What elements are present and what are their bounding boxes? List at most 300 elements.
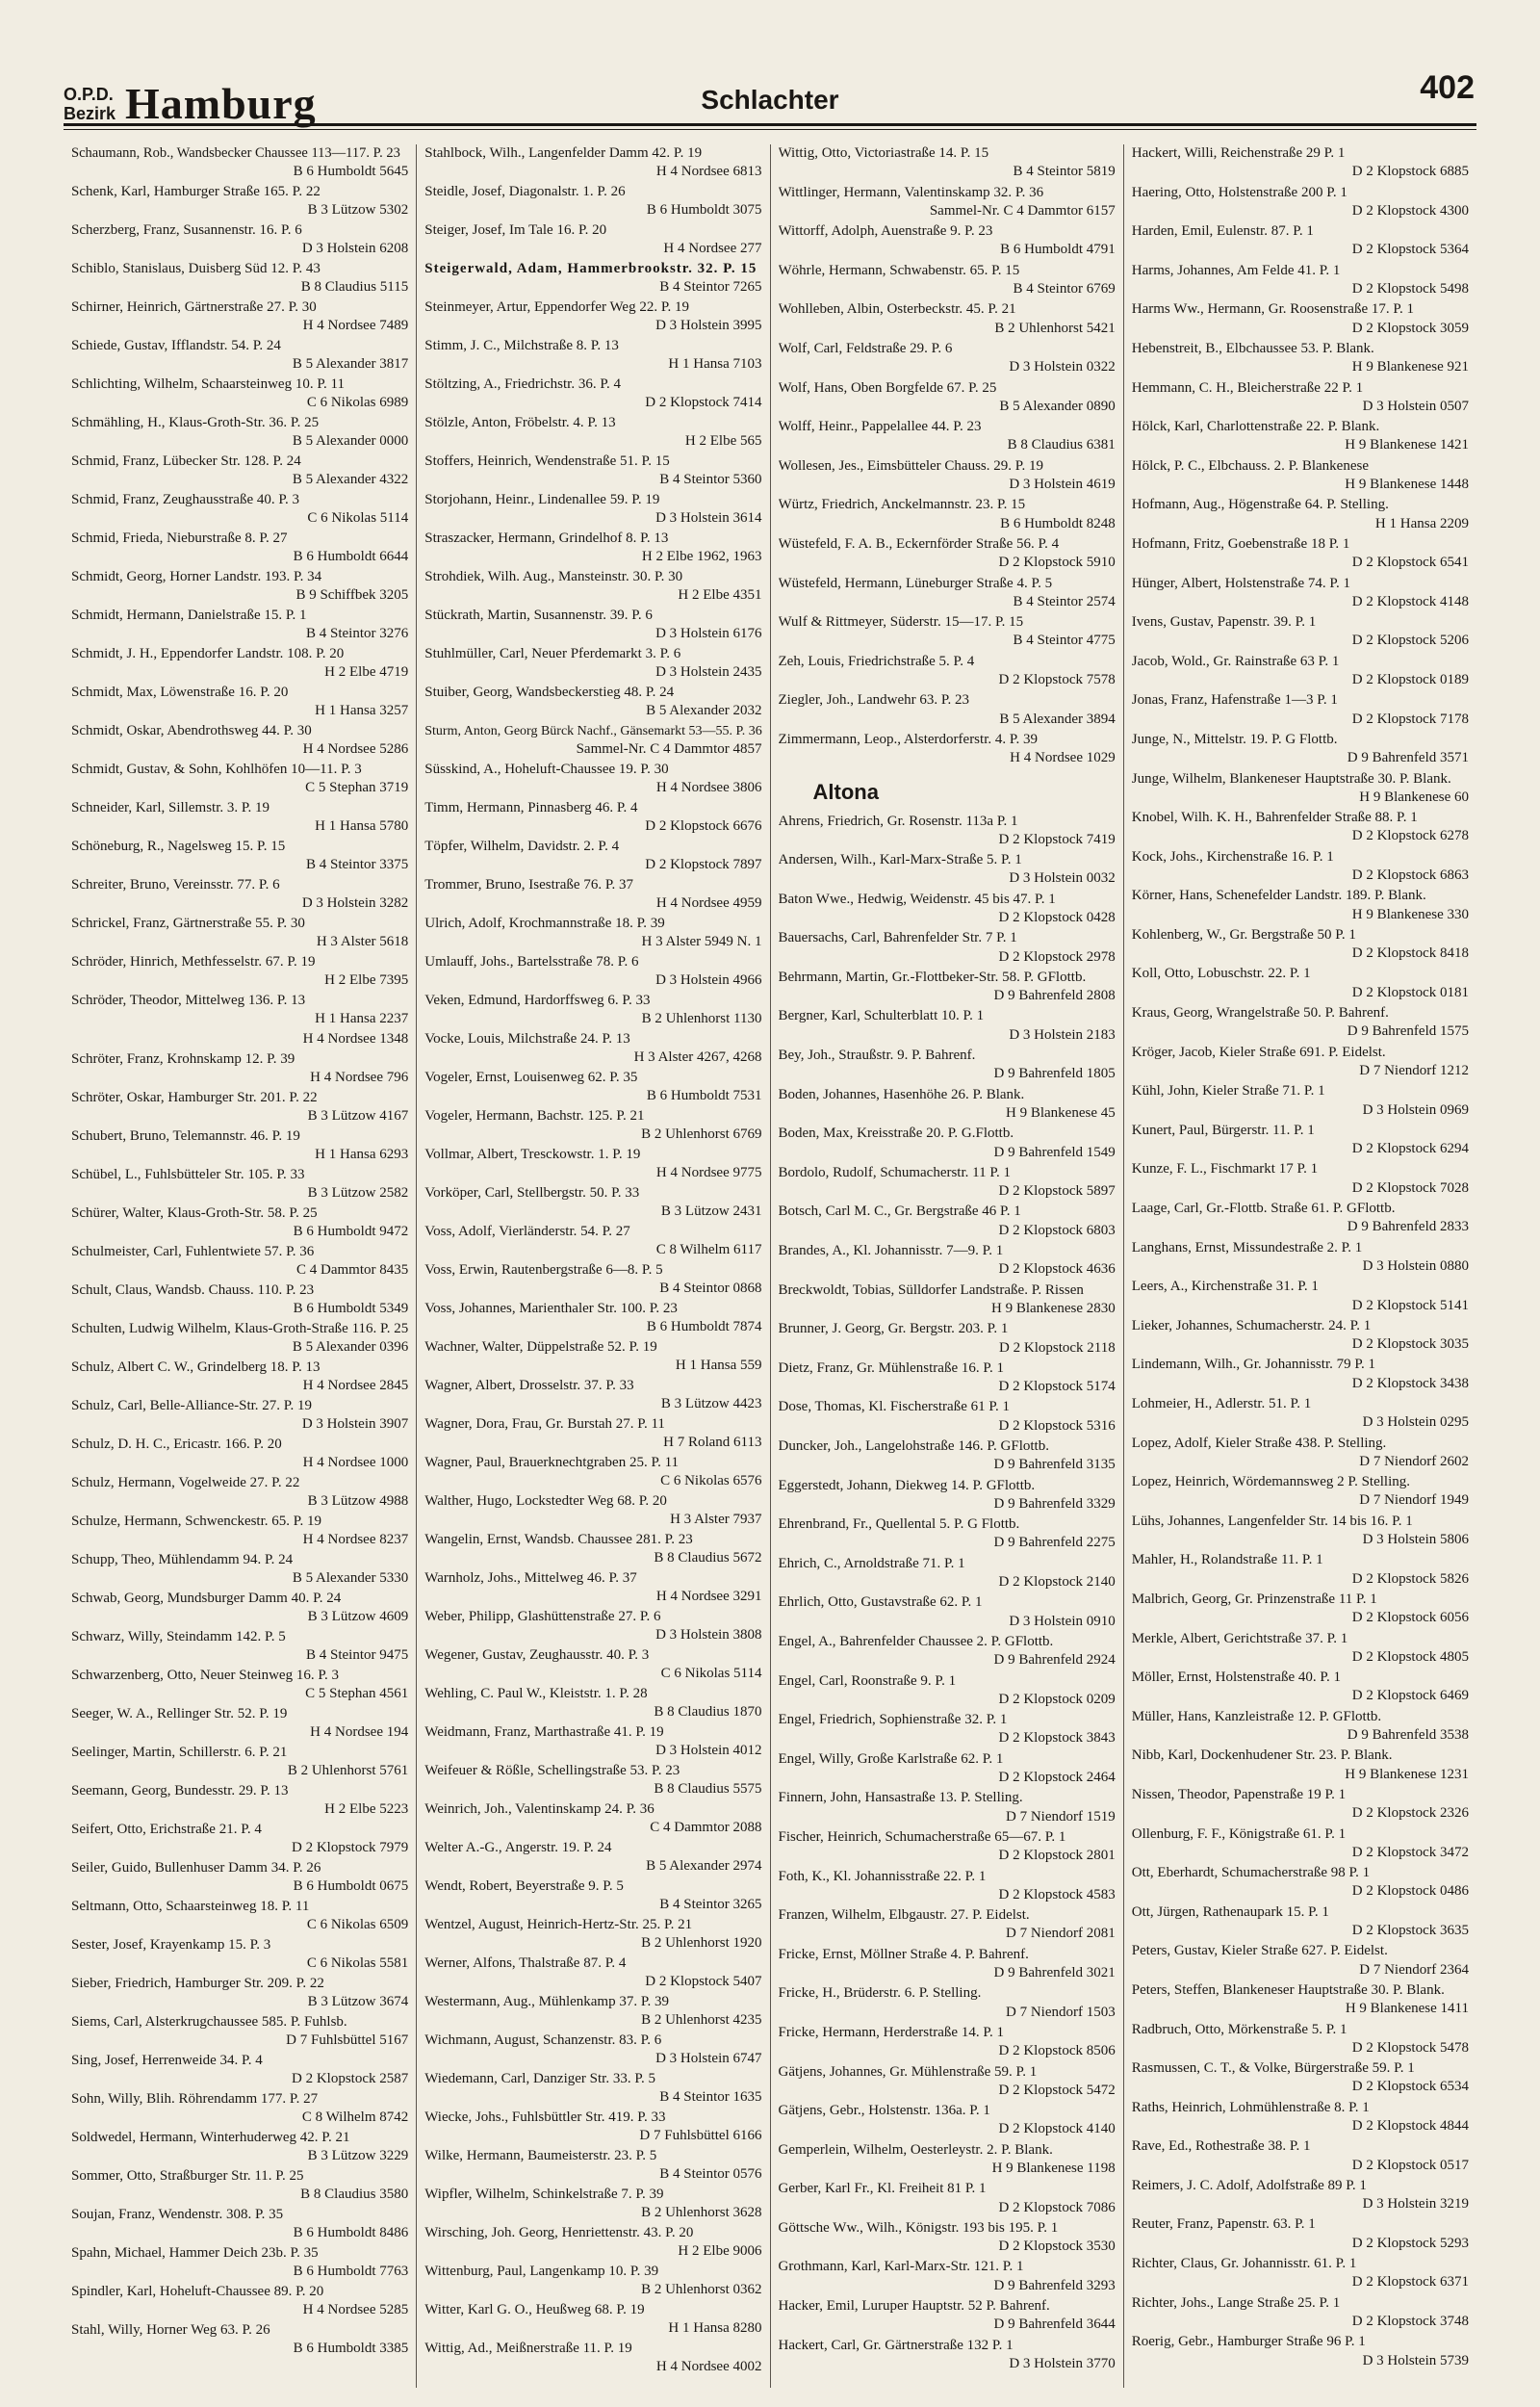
listing-entry — [779, 1515, 1116, 1553]
listing-entry — [779, 1203, 1116, 1240]
entry-name-address: Walther, Hugo, Lockstedter Weg 68. P. 20 — [424, 1493, 667, 1509]
listing-entry — [1132, 1942, 1469, 1980]
entry-name-address: Siems, Carl, Alsterkrugchaussee 585. P. Fuhlsb. — [71, 2014, 347, 2030]
entry-phone: H 1 Hansa 559 — [675, 1358, 762, 1373]
entry-phone: C 6 Nikolas 6509 — [306, 1917, 409, 1932]
listing-entry — [779, 1437, 1116, 1475]
listing-entry — [424, 722, 761, 759]
entry-name-address: Hemmann, C. H., Bleicherstraße 22 P. 1 — [1131, 379, 1364, 396]
entry-name-address: Schröter, Franz, Krohnskamp 12. P. 39 — [71, 1051, 295, 1067]
entry-name-address: Zimmermann, Leop., Alsterdorferstr. 4. P. 39 — [778, 731, 1039, 747]
listing-entry — [424, 838, 761, 874]
header-rule-thin — [64, 129, 1476, 130]
listing-entry — [779, 1125, 1116, 1162]
entry-name-address: Hacker, Emil, Luruper Hauptstr. 52 P. Bahrenf. — [778, 2298, 1050, 2315]
entry-phone: C 4 Dammtor 2088 — [650, 1820, 762, 1835]
entry-phone: B 8 Claudius 1870 — [654, 1704, 762, 1720]
listing-entry — [71, 1513, 408, 1549]
entry-phone: D 2 Klopstock 4636 — [998, 1261, 1116, 1278]
entry-phone: D 7 Fuhlsbüttel 6166 — [639, 2128, 762, 2143]
listing-entry — [71, 722, 408, 759]
listing-entry — [424, 530, 761, 566]
entry-phone: C 6 Nikolas 6576 — [660, 1473, 762, 1488]
listing-entry — [1132, 1786, 1469, 1824]
entry-name-address: Schwarz, Willy, Steindamm 142. P. 5 — [71, 1629, 286, 1644]
entry-name-address: Sester, Josef, Krayenkamp 15. P. 3 — [71, 1937, 271, 1953]
entry-name-address: Peters, Gustav, Kieler Straße 627. P. Eidelst. — [1131, 1943, 1388, 1959]
listing-entry — [1132, 2255, 1469, 2292]
entry-phone: B 3 Lützow 2582 — [307, 1185, 409, 1201]
subsection-heading: Altona — [812, 779, 879, 804]
listing-entry — [1132, 653, 1469, 690]
entry-name-address: Harms Ww., Hermann, Gr. Roosenstraße 17. P. 1 — [1131, 301, 1415, 318]
listing-entry — [779, 340, 1116, 377]
entry-phone: B 9 Schiffbek 3205 — [295, 587, 409, 603]
entry-name-address: Vogeler, Ernst, Louisenweg 62. P. 35 — [424, 1070, 638, 1085]
entry-name-address: Schreiter, Bruno, Vereinsstr. 77. P. 6 — [71, 877, 280, 893]
entry-phone: D 2 Klopstock 8506 — [998, 2043, 1116, 2059]
listing-entry — [71, 183, 408, 220]
entry-phone: D 3 Holstein 3907 — [301, 1416, 409, 1432]
entry-phone: B 4 Steintor 3375 — [305, 857, 409, 872]
entry-phone: H 4 Nordsee 2845 — [302, 1378, 409, 1393]
entry-phone: B 5 Alexander 0000 — [292, 433, 409, 449]
entry-phone: B 3 Lützow 4423 — [660, 1396, 762, 1411]
entry-phone: D 2 Klopstock 6863 — [1351, 867, 1469, 883]
entry-name-address: Vocke, Louis, Milchstraße 24. P. 13 — [424, 1031, 630, 1047]
listing-entry — [779, 731, 1116, 768]
entry-phone: C 5 Stephan 4561 — [305, 1686, 409, 1701]
entry-name-address: Behrmann, Martin, Gr.-Flottbeker-Str. 58. P. GFlottb. — [778, 969, 1087, 985]
entry-phone: B 3 Lützow 4609 — [307, 1609, 409, 1624]
listing-entry — [779, 1946, 1116, 1983]
listing-entry — [779, 1086, 1116, 1124]
entry-phone: H 4 Nordsee 1000 — [302, 1455, 409, 1470]
listing-entry — [1132, 1160, 1469, 1198]
entry-phone: B 4 Steintor 5360 — [659, 472, 762, 487]
entry-name-address: Weinrich, Joh., Valentinskamp 24. P. 36 — [424, 1801, 654, 1817]
entry-phone: D 2 Klopstock 0181 — [1351, 984, 1469, 1000]
entry-name-address: Wentzel, August, Heinrich-Hertz-Str. 25. P. 21 — [424, 1917, 693, 1932]
entry-name-address: Lopez, Heinrich, Wördemannsweg 2 P. Stelling. — [1131, 1474, 1410, 1490]
listing-entry — [424, 183, 761, 220]
entry-phone: D 3 Holstein 0507 — [1362, 398, 1469, 414]
entry-phone: D 2 Klopstock 7578 — [998, 672, 1116, 688]
entry-name-address: Schaumann, Rob., Wandsbecker Chaussee 113—117. P. 23 — [71, 145, 400, 161]
listing-entry — [71, 337, 408, 374]
entry-phone: D 2 Klopstock 6534 — [1351, 2079, 1469, 2095]
entry-phone: B 4 Steintor 4775 — [1013, 633, 1116, 649]
entry-name-address: Weifeuer & Rößle, Schellingstraße 53. P. 23 — [424, 1763, 680, 1778]
listing-entry — [1132, 418, 1469, 455]
entry-phone: D 2 Klopstock 7178 — [1351, 711, 1469, 727]
entry-name-address: Harms, Johannes, Am Felde 41. P. 1 — [1131, 262, 1341, 278]
entry-name-address: Duncker, Joh., Langelohstraße 146. P. GFlottb. — [778, 1438, 1049, 1454]
entry-name-address: Eggerstedt, Johann, Diekweg 14. P. GFlottb. — [778, 1477, 1036, 1493]
entry-name-address: Stöltzing, A., Friedrichstr. 36. P. 4 — [424, 376, 622, 392]
entry-name-address: Seiler, Guido, Bullenhuser Damm 34. P. 26 — [71, 1860, 321, 1876]
entry-name-address: Stoffers, Heinrich, Wendenstraße 51. P. 15 — [424, 453, 670, 469]
listing-entry — [779, 1359, 1116, 1397]
listing-entry — [424, 260, 761, 297]
entry-phone: D 3 Holstein 6747 — [655, 2051, 762, 2066]
entry-name-address: Reuter, Franz, Papenstr. 63. P. 1 — [1131, 2216, 1316, 2233]
entry-phone: H 9 Blankenese 1411 — [1345, 2001, 1469, 2017]
listing-entry — [71, 2244, 408, 2281]
entry-name-address: Bordolo, Rudolf, Schumacherstr. 11 P. 1 — [778, 1164, 1012, 1180]
entry-name-address: Rave, Ed., Rothestraße 38. P. 1 — [1131, 2138, 1311, 2155]
entry-name-address: Schulze, Hermann, Schwenckestr. 65. P. 19 — [71, 1514, 321, 1529]
entry-name-address: Schmid, Frieda, Nieburstraße 8. P. 27 — [71, 531, 288, 546]
entry-name-address: Schröter, Oskar, Hamburger Str. 201. P. 22 — [71, 1090, 318, 1105]
listing-entry — [71, 568, 408, 605]
entry-phone: B 4 Steintor 3276 — [305, 626, 409, 641]
listing-entry — [71, 2283, 408, 2319]
listing-entry — [779, 418, 1116, 455]
entry-phone: D 3 Holstein 0032 — [1009, 870, 1116, 887]
listing-entry — [71, 1436, 408, 1472]
entry-name-address: Wegener, Gustav, Zeughausstr. 40. P. 3 — [424, 1647, 650, 1663]
entry-phone: D 9 Bahrenfeld 3329 — [993, 1495, 1116, 1512]
entry-name-address: Welter A.-G., Angerstr. 19. P. 24 — [424, 1840, 612, 1855]
entry-phone: H 2 Elbe 7395 — [324, 972, 409, 988]
entry-name-address: Witter, Karl G. O., Heußweg 68. P. 19 — [424, 2302, 645, 2317]
listing-entry — [71, 221, 408, 258]
entry-name-address: Schmid, Franz, Lübecker Str. 128. P. 24 — [71, 453, 301, 469]
entry-name-address: Gätjens, Johannes, Gr. Mühlenstraße 59. P. 1 — [778, 2063, 1038, 2080]
entry-name-address: Richter, Johs., Lange Straße 25. P. 1 — [1131, 2294, 1341, 2311]
entry-phone: D 3 Holstein 4012 — [655, 1743, 762, 1758]
listing-entry — [424, 2340, 761, 2376]
listing-entry — [424, 491, 761, 528]
listing-entry — [71, 953, 408, 990]
entry-name-address: Steinmeyer, Artur, Eppendorfer Weg 22. P. 19 — [424, 299, 690, 315]
listing-entry — [424, 1531, 761, 1567]
listing-entry — [71, 1744, 408, 1780]
listing-entry — [424, 221, 761, 258]
entry-phone: B 5 Alexander 3817 — [292, 356, 409, 372]
listing-entry — [424, 1685, 761, 1721]
listing-entry — [1132, 1903, 1469, 1941]
listing-entry — [424, 568, 761, 605]
entry-name-address: Schröder, Hinrich, Methfesselstr. 67. P. 19 — [71, 954, 316, 970]
entry-phone: B 4 Steintor 2574 — [1013, 593, 1116, 609]
entry-phone: D 2 Klopstock 5478 — [1351, 2039, 1469, 2056]
listing-entry — [71, 1204, 408, 1241]
entry-name-address: Wiedemann, Carl, Danziger Str. 33. P. 5 — [424, 2071, 656, 2086]
listing-entry — [424, 2147, 761, 2184]
entry-phone: H 4 Nordsee 277 — [663, 241, 762, 256]
entry-phone: D 2 Klopstock 6803 — [998, 1222, 1116, 1238]
entry-name-address: Hünger, Albert, Holstenstraße 74. P. 1 — [1131, 575, 1351, 591]
entry-phone: H 1 Hansa 2209 — [1374, 515, 1469, 531]
entry-name-address: Wollesen, Jes., Eimsbütteler Chauss. 29. P. 19 — [778, 457, 1043, 474]
entry-phone: D 9 Bahrenfeld 2275 — [993, 1535, 1116, 1551]
entry-name-address: Soldwedel, Hermann, Winterhuderweg 42. P. 21 — [71, 2130, 350, 2145]
entry-name-address: Ehrich, C., Arnoldstraße 71. P. 1 — [778, 1555, 965, 1571]
entry-phone: D 2 Klopstock 5174 — [998, 1379, 1116, 1395]
entry-phone: D 7 Niendorf 1949 — [1359, 1492, 1469, 1509]
listing-entry — [779, 1242, 1116, 1280]
listing-entry — [779, 1555, 1116, 1592]
listing-entry — [424, 2070, 761, 2107]
entry-name-address: Schröder, Theodor, Mittelweg 136. P. 13 — [71, 993, 306, 1008]
entry-name-address: Seifert, Otto, Erichstraße 21. P. 4 — [71, 1822, 262, 1837]
entry-phone: D 2 Klopstock 3748 — [1351, 2313, 1469, 2329]
entry-name-address: Radbruch, Otto, Mörkenstraße 5. P. 1 — [1131, 2021, 1348, 2037]
listing-entry — [424, 1993, 761, 2030]
entry-name-address: Lühs, Johannes, Langenfelder Str. 14 bis 16. P. 1 — [1131, 1513, 1413, 1529]
entry-name-address: Stahl, Willy, Horner Weg 63. P. 26 — [71, 2322, 270, 2338]
entry-name-address: Westermann, Aug., Mühlenkamp 37. P. 39 — [424, 1994, 670, 2009]
listing-entry — [779, 1477, 1116, 1514]
listing-entry — [424, 1146, 761, 1182]
entry-name-address: Engel, Willy, Große Karlstraße 62. P. 1 — [778, 1750, 1004, 1767]
listing-entry — [1132, 1864, 1469, 1902]
entry-name-address: Schürer, Walter, Klaus-Groth-Str. 58. P. 25 — [71, 1205, 318, 1221]
entry-phone: D 3 Holstein 0295 — [1362, 1414, 1469, 1431]
entry-phone: D 9 Bahrenfeld 3538 — [1347, 1727, 1469, 1744]
entry-name-address: Grothmann, Karl, Karl-Marx-Str. 121. P. 1 — [778, 2259, 1024, 2275]
entry-name-address: Sing, Josef, Herrenweide 34. P. 4 — [71, 2053, 263, 2068]
listing-entry — [1132, 184, 1469, 221]
entry-phone: H 1 Hansa 8280 — [668, 2320, 762, 2336]
listing-entry — [424, 1377, 761, 1413]
listing-entry — [1132, 1004, 1469, 1042]
entry-phone: D 2 Klopstock 6278 — [1351, 828, 1469, 844]
entry-phone: D 3 Holstein 3282 — [301, 895, 409, 911]
entry-phone: D 9 Bahrenfeld 3135 — [993, 1457, 1116, 1473]
entry-phone: D 2 Klopstock 0209 — [998, 1691, 1116, 1707]
listing-entry — [779, 2219, 1116, 2257]
listing-entry — [1132, 379, 1469, 417]
entry-name-address: Töpfer, Wilhelm, Davidstr. 2. P. 4 — [424, 839, 620, 854]
entry-name-address: Schulz, Carl, Belle-Alliance-Str. 27. P. 19 — [71, 1398, 312, 1413]
entry-phone: D 2 Klopstock 7897 — [645, 857, 762, 872]
entry-phone: B 8 Claudius 5575 — [654, 1781, 762, 1797]
entry-phone: D 3 Holstein 6176 — [655, 626, 762, 641]
entry-phone: B 2 Uhlenhorst 0362 — [641, 2282, 762, 2297]
entry-name-address: Ehrenbrand, Fr., Quellental 5. P. G Flottb. — [778, 1516, 1020, 1533]
entry-phone: D 2 Klopstock 3035 — [1351, 1336, 1469, 1353]
listing-entry — [424, 2301, 761, 2338]
listing-entry — [71, 1667, 408, 1703]
entry-name-address: Möller, Ernst, Holstenstraße 40. P. 1 — [1131, 1669, 1342, 1686]
entry-phone: B 3 Lützow 2431 — [660, 1204, 762, 1219]
entry-name-address: Engel, Carl, Roonstraße 9. P. 1 — [778, 1672, 957, 1689]
entry-phone: H 4 Nordsee 3806 — [655, 780, 762, 795]
entry-phone: B 6 Humboldt 3385 — [293, 2341, 409, 2356]
entry-name-address: Schrickel, Franz, Gärtnerstraße 55. P. 30 — [71, 916, 305, 931]
listing-entry — [779, 1281, 1116, 1319]
entry-name-address: Schult, Claus, Wandsb. Chauss. 110. P. 23 — [71, 1282, 315, 1298]
entry-phone: D 9 Bahrenfeld 3021 — [993, 1965, 1116, 1981]
entry-name-address: Müller, Hans, Kanzleistraße 12. P. GFlottb. — [1131, 1708, 1382, 1724]
entry-name-address: Schmidt, J. H., Eppendorfer Landstr. 108. P. 20 — [71, 646, 345, 661]
entry-name-address: Schulz, Hermann, Vogelweide 27. P. 22 — [71, 1475, 300, 1490]
entry-name-address: Kühl, John, Kieler Straße 71. P. 1 — [1131, 1083, 1325, 1100]
listing-entry — [1132, 887, 1469, 924]
listing-entry — [1132, 222, 1469, 260]
listing-entry — [424, 1030, 761, 1067]
listing-entry — [424, 1454, 761, 1490]
listing-entry — [71, 1628, 408, 1665]
entry-phone: D 7 Fuhlsbüttel 5167 — [286, 2032, 409, 2048]
entry-name-address: Schwarzenberg, Otto, Neuer Steinweg 16. P. 3 — [71, 1668, 339, 1683]
listing-entry — [71, 375, 408, 412]
listing-entry — [71, 1397, 408, 1434]
listing-entry — [424, 2224, 761, 2261]
listing-entry — [779, 969, 1116, 1006]
listing-entry — [71, 992, 408, 1028]
entry-name-address: Weber, Philipp, Glashüttenstraße 27. P. 6 — [424, 1609, 661, 1624]
listing-entry — [424, 1723, 761, 1760]
entry-phone: C 8 Wilhelm 8742 — [301, 2109, 409, 2125]
listing-entry — [779, 1672, 1116, 1710]
listing-entry — [1132, 809, 1469, 846]
entry-name-address: Zeh, Louis, Friedrichstraße 5. P. 4 — [778, 653, 975, 669]
entry-name-address: Schupp, Theo, Mühlendamm 94. P. 24 — [71, 1552, 294, 1567]
entry-phone: D 3 Holstein 3614 — [655, 510, 762, 526]
listing-entry — [71, 260, 408, 297]
entry-name-address: Umlauff, Johs., Bartelsstraße 78. P. 6 — [424, 954, 639, 970]
entry-name-address: Ott, Jürgen, Rathenaupark 15. P. 1 — [1131, 1903, 1329, 1920]
entry-name-address: Kock, Johs., Kirchenstraße 16. P. 1 — [1131, 848, 1334, 865]
listing-entry — [71, 1030, 408, 1048]
entry-phone: D 9 Bahrenfeld 2808 — [993, 988, 1116, 1004]
listing-entry — [424, 1415, 761, 1452]
entry-phone: H 4 Nordsee 1348 — [302, 1031, 409, 1047]
listing-entry — [1132, 1825, 1469, 1863]
entry-phone: D 2 Klopstock 6371 — [1351, 2274, 1469, 2291]
entry-name-address: Weidmann, Franz, Marthastraße 41. P. 19 — [424, 1724, 664, 1740]
entry-phone: H 2 Elbe 4719 — [324, 664, 409, 680]
entry-name-address: Langhans, Ernst, Missundestraße 2. P. 1 — [1131, 1239, 1363, 1255]
entry-name-address: Lieker, Johannes, Schumacherstr. 24. P. 1 — [1131, 1317, 1372, 1333]
entry-name-address: Kröger, Jacob, Kieler Straße 691. P. Eidelst. — [1131, 1044, 1386, 1060]
section-title: Schlachter — [701, 85, 839, 115]
listing-entry — [424, 1492, 761, 1529]
listing-entry — [71, 1089, 408, 1126]
entry-name-address: Wehling, C. Paul W., Kleiststr. 1. P. 28 — [424, 1686, 648, 1701]
listing-entry — [71, 2167, 408, 2204]
listing-entry — [424, 2109, 761, 2145]
listing-entry — [424, 1762, 761, 1799]
entry-phone: D 2 Klopstock 0189 — [1351, 672, 1469, 688]
listing-entry — [424, 144, 761, 181]
entry-phone: D 2 Klopstock 3472 — [1351, 1844, 1469, 1860]
entry-name-address: Sohn, Willy, Blih. Röhrendamm 177. P. 27 — [71, 2091, 319, 2107]
listing-entry — [424, 761, 761, 797]
entry-phone: D 2 Klopstock 2464 — [998, 1770, 1116, 1786]
entry-name-address: Schlichting, Wilhelm, Schaarsteinweg 10. P. 11 — [71, 376, 345, 392]
entry-name-address: Wachner, Walter, Düppelstraße 52. P. 19 — [424, 1339, 657, 1355]
entry-name-address: Würtz, Friedrich, Anckelmannstr. 23. P. 15 — [778, 497, 1026, 513]
entry-phone: Sammel-Nr. C 4 Dammtor 4857 — [576, 741, 762, 757]
listing-entry — [424, 799, 761, 836]
entry-phone: B 6 Humboldt 8248 — [1000, 515, 1116, 531]
entry-name-address: Vorköper, Carl, Stellbergstr. 50. P. 33 — [424, 1185, 640, 1201]
entry-name-address: Hackert, Willi, Reichenstraße 29 P. 1 — [1131, 145, 1346, 161]
listing-entry — [1132, 1551, 1469, 1589]
entry-phone: H 4 Nordsee 7489 — [302, 318, 409, 333]
entry-phone: D 3 Holstein 2435 — [655, 664, 762, 680]
entry-phone: B 5 Alexander 5330 — [292, 1570, 409, 1586]
entry-phone: H 9 Blankenese 921 — [1351, 359, 1469, 375]
listing-entry — [424, 2186, 761, 2222]
entry-phone: D 2 Klopstock 4844 — [1351, 2117, 1469, 2134]
entry-name-address: Fricke, Ernst, Möllner Straße 4. P. Bahrenf. — [778, 1946, 1029, 1962]
entry-name-address: Boden, Max, Kreisstraße 20. P. G.Flottb. — [778, 1126, 1014, 1142]
entry-phone: D 2 Klopstock 7979 — [292, 1840, 409, 1855]
listing-entry — [71, 1898, 408, 1934]
entry-name-address: Junge, Wilhelm, Blankeneser Hauptstraße 30. P. Blank. — [1131, 770, 1451, 787]
listing-entry — [424, 2032, 761, 2068]
entry-name-address: Schmidt, Max, Löwenstraße 16. P. 20 — [71, 685, 289, 700]
entry-name-address: Lopez, Adolf, Kieler Straße 438. P. Stelling. — [1131, 1435, 1387, 1451]
listing-entry — [779, 2337, 1116, 2374]
entry-phone: B 5 Alexander 2974 — [646, 1858, 762, 1874]
listing-entry — [424, 1069, 761, 1105]
entry-phone: H 2 Elbe 5223 — [324, 1801, 409, 1817]
entry-name-address: Trommer, Bruno, Isestraße 76. P. 37 — [424, 877, 634, 893]
entry-phone: B 6 Humboldt 8486 — [293, 2225, 409, 2240]
entry-phone: H 4 Nordsee 194 — [310, 1724, 409, 1740]
entry-name-address: Sturm, Anton, Georg Bürck Nachf., Gänsemarkt 53—55. P. 36 — [424, 724, 762, 738]
entry-name-address: Schiede, Gustav, Ifflandstr. 54. P. 24 — [71, 338, 281, 353]
listing-entry — [424, 1107, 761, 1144]
listing-entry — [71, 1859, 408, 1896]
entry-name-address: Malbrich, Georg, Gr. Prinzenstraße 11 P. 1 — [1131, 1591, 1377, 1607]
entry-name-address: Warnholz, Johs., Mittelweg 46. P. 37 — [424, 1570, 637, 1586]
listing-entry — [1132, 1708, 1469, 1746]
listing-entry — [1132, 262, 1469, 299]
entry-phone: H 1 Hansa 7103 — [668, 356, 762, 372]
listing-entry — [424, 992, 761, 1028]
listing-entry — [779, 457, 1116, 495]
listing-entry — [71, 1782, 408, 1819]
listing-entry — [779, 2141, 1116, 2179]
entry-phone: C 6 Nikolas 5581 — [306, 1955, 409, 1971]
entry-name-address: Körner, Hans, Schenefelder Landstr. 189. P. Blank. — [1131, 888, 1426, 904]
entry-name-address: Wilke, Hermann, Baumeisterstr. 23. P. 5 — [424, 2148, 657, 2163]
entry-name-address: Wipfler, Wilhelm, Schinkelstraße 7. P. 39 — [424, 2187, 664, 2202]
entry-phone: H 3 Alster 4267, 4268 — [633, 1049, 762, 1065]
entry-name-address: Schulz, D. H. C., Ericastr. 166. P. 20 — [71, 1436, 282, 1452]
listing-entry — [1132, 1981, 1469, 2019]
listing-entry — [71, 144, 408, 181]
entry-phone: D 2 Klopstock 3059 — [1351, 320, 1469, 336]
entry-phone: H 1 Hansa 6293 — [315, 1147, 409, 1162]
entry-name-address: Lohmeier, H., Adlerstr. 51. P. 1 — [1131, 1396, 1312, 1411]
entry-name-address: Brandes, A., Kl. Johannisstr. 7—9. P. 1 — [778, 1243, 1004, 1259]
entry-phone: D 2 Klopstock 7028 — [1351, 1179, 1469, 1196]
listing-entry — [71, 2013, 408, 2050]
listing-entry — [779, 2024, 1116, 2061]
authority-abbrev: O.P.D. — [64, 85, 114, 104]
entry-phone: C 6 Nikolas 5114 — [660, 1666, 762, 1681]
entry-name-address: Stückrath, Martin, Susannenstr. 39. P. 6 — [424, 608, 653, 623]
entry-phone: D 3 Holstein 0969 — [1362, 1101, 1469, 1118]
listing-entry — [1132, 535, 1469, 573]
entry-phone: D 2 Klopstock 0486 — [1351, 1883, 1469, 1900]
entry-name-address: Rasmussen, C. T., & Volke, Bürgerstraße 59. P. 1 — [1131, 2060, 1415, 2077]
entry-phone: B 6 Humboldt 7763 — [293, 2264, 409, 2279]
entry-name-address: Stuhlmüller, Carl, Neuer Pferdemarkt 3. P. 6 — [424, 646, 681, 661]
listing-entry — [71, 1166, 408, 1203]
entry-phone: H 4 Nordsee 796 — [310, 1070, 409, 1085]
listing-entry — [779, 1750, 1116, 1788]
